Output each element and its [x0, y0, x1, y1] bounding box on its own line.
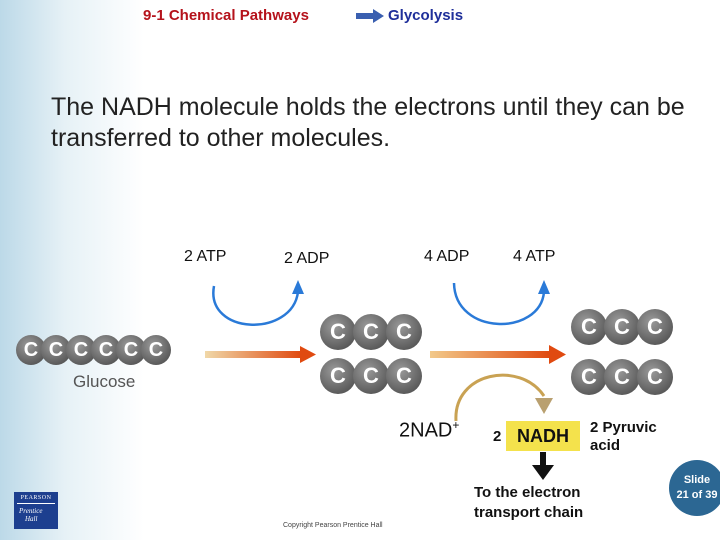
- logo-prentice-hall: [14, 504, 58, 523]
- carbon-atom: C: [66, 335, 96, 365]
- carbon-atom: C: [604, 359, 640, 395]
- label-2-atp: 2 ATP: [184, 248, 227, 265]
- three-carbon-chain-top: [320, 314, 419, 350]
- carbon-atom: C: [353, 358, 389, 394]
- main-arrow-shaft: [205, 351, 301, 358]
- topic-title: Glycolysis: [388, 7, 464, 24]
- glucose-label: Glucose: [73, 372, 136, 391]
- pyruvic-chain-top: [571, 309, 670, 345]
- carbon-atom: C: [571, 359, 607, 395]
- carbon-atom: C: [91, 335, 121, 365]
- carbon-atom: C: [571, 309, 607, 345]
- carbon-atom: C: [637, 359, 673, 395]
- label-4-atp: 4 ATP: [513, 248, 556, 265]
- logo-prentice: Prentice: [19, 507, 43, 515]
- carbon-atom: C: [16, 335, 46, 365]
- second-arrowhead: [549, 345, 566, 364]
- pyruvic-chain-bottom: [571, 359, 670, 395]
- carbon-atom: C: [320, 358, 356, 394]
- label-2-adp: 2 ADP: [284, 250, 330, 267]
- carbon-atom: C: [41, 335, 71, 365]
- pyruvic-acid-label: 2 Pyruvic acid: [590, 419, 657, 454]
- pearson-logo: [14, 492, 58, 529]
- nad-arrowhead: [535, 398, 553, 414]
- nadh-count: 2: [493, 428, 502, 445]
- second-arrow-shaft: [430, 351, 550, 358]
- electron-transport-label: To the electron transport chain: [474, 484, 584, 521]
- carbon-atom: C: [386, 314, 422, 350]
- nadh-box: [506, 421, 580, 451]
- main-arrowhead: [300, 346, 316, 363]
- nad-curve: [456, 375, 544, 421]
- nadh-down-shaft: [540, 452, 546, 466]
- nadh-label: NADH: [517, 425, 569, 446]
- carbon-atom: C: [604, 309, 640, 345]
- three-carbon-chain-bottom: [320, 358, 419, 394]
- atp-adp-arrowhead: [292, 280, 304, 294]
- carbon-atom: C: [637, 309, 673, 345]
- carbon-atom: C: [386, 358, 422, 394]
- glucose-carbon-chain: [16, 335, 166, 365]
- headline-text: The NADH molecule holds the electrons until they can be transferred to other molecules.: [51, 93, 685, 152]
- adp-atp-arrowhead: [538, 280, 550, 294]
- nadh-down-arrowhead: [532, 465, 554, 480]
- nad-plus-label: [399, 418, 459, 443]
- adp-to-atp-curve: [454, 283, 544, 324]
- section-title: 9-1 Chemical Pathways: [143, 7, 309, 24]
- nad-plus-text: 2NAD: [399, 419, 453, 442]
- label-4-adp: 4 ADP: [424, 248, 470, 265]
- carbon-atom: C: [353, 314, 389, 350]
- carbon-atom: C: [116, 335, 146, 365]
- logo-hall: Hall: [25, 515, 38, 523]
- slide-count: 21 of 39: [676, 489, 718, 501]
- atp-to-adp-curve: [213, 286, 298, 325]
- slide-number[interactable]: [674, 473, 720, 503]
- carbon-atom: C: [141, 335, 171, 365]
- copyright-text: Copyright Pearson Prentice Hall: [283, 522, 383, 529]
- slide-label: Slide: [683, 474, 711, 486]
- nad-plus-superscript: +: [452, 418, 460, 432]
- carbon-atom: C: [320, 314, 356, 350]
- logo-pearson-text: PEARSON: [17, 492, 55, 504]
